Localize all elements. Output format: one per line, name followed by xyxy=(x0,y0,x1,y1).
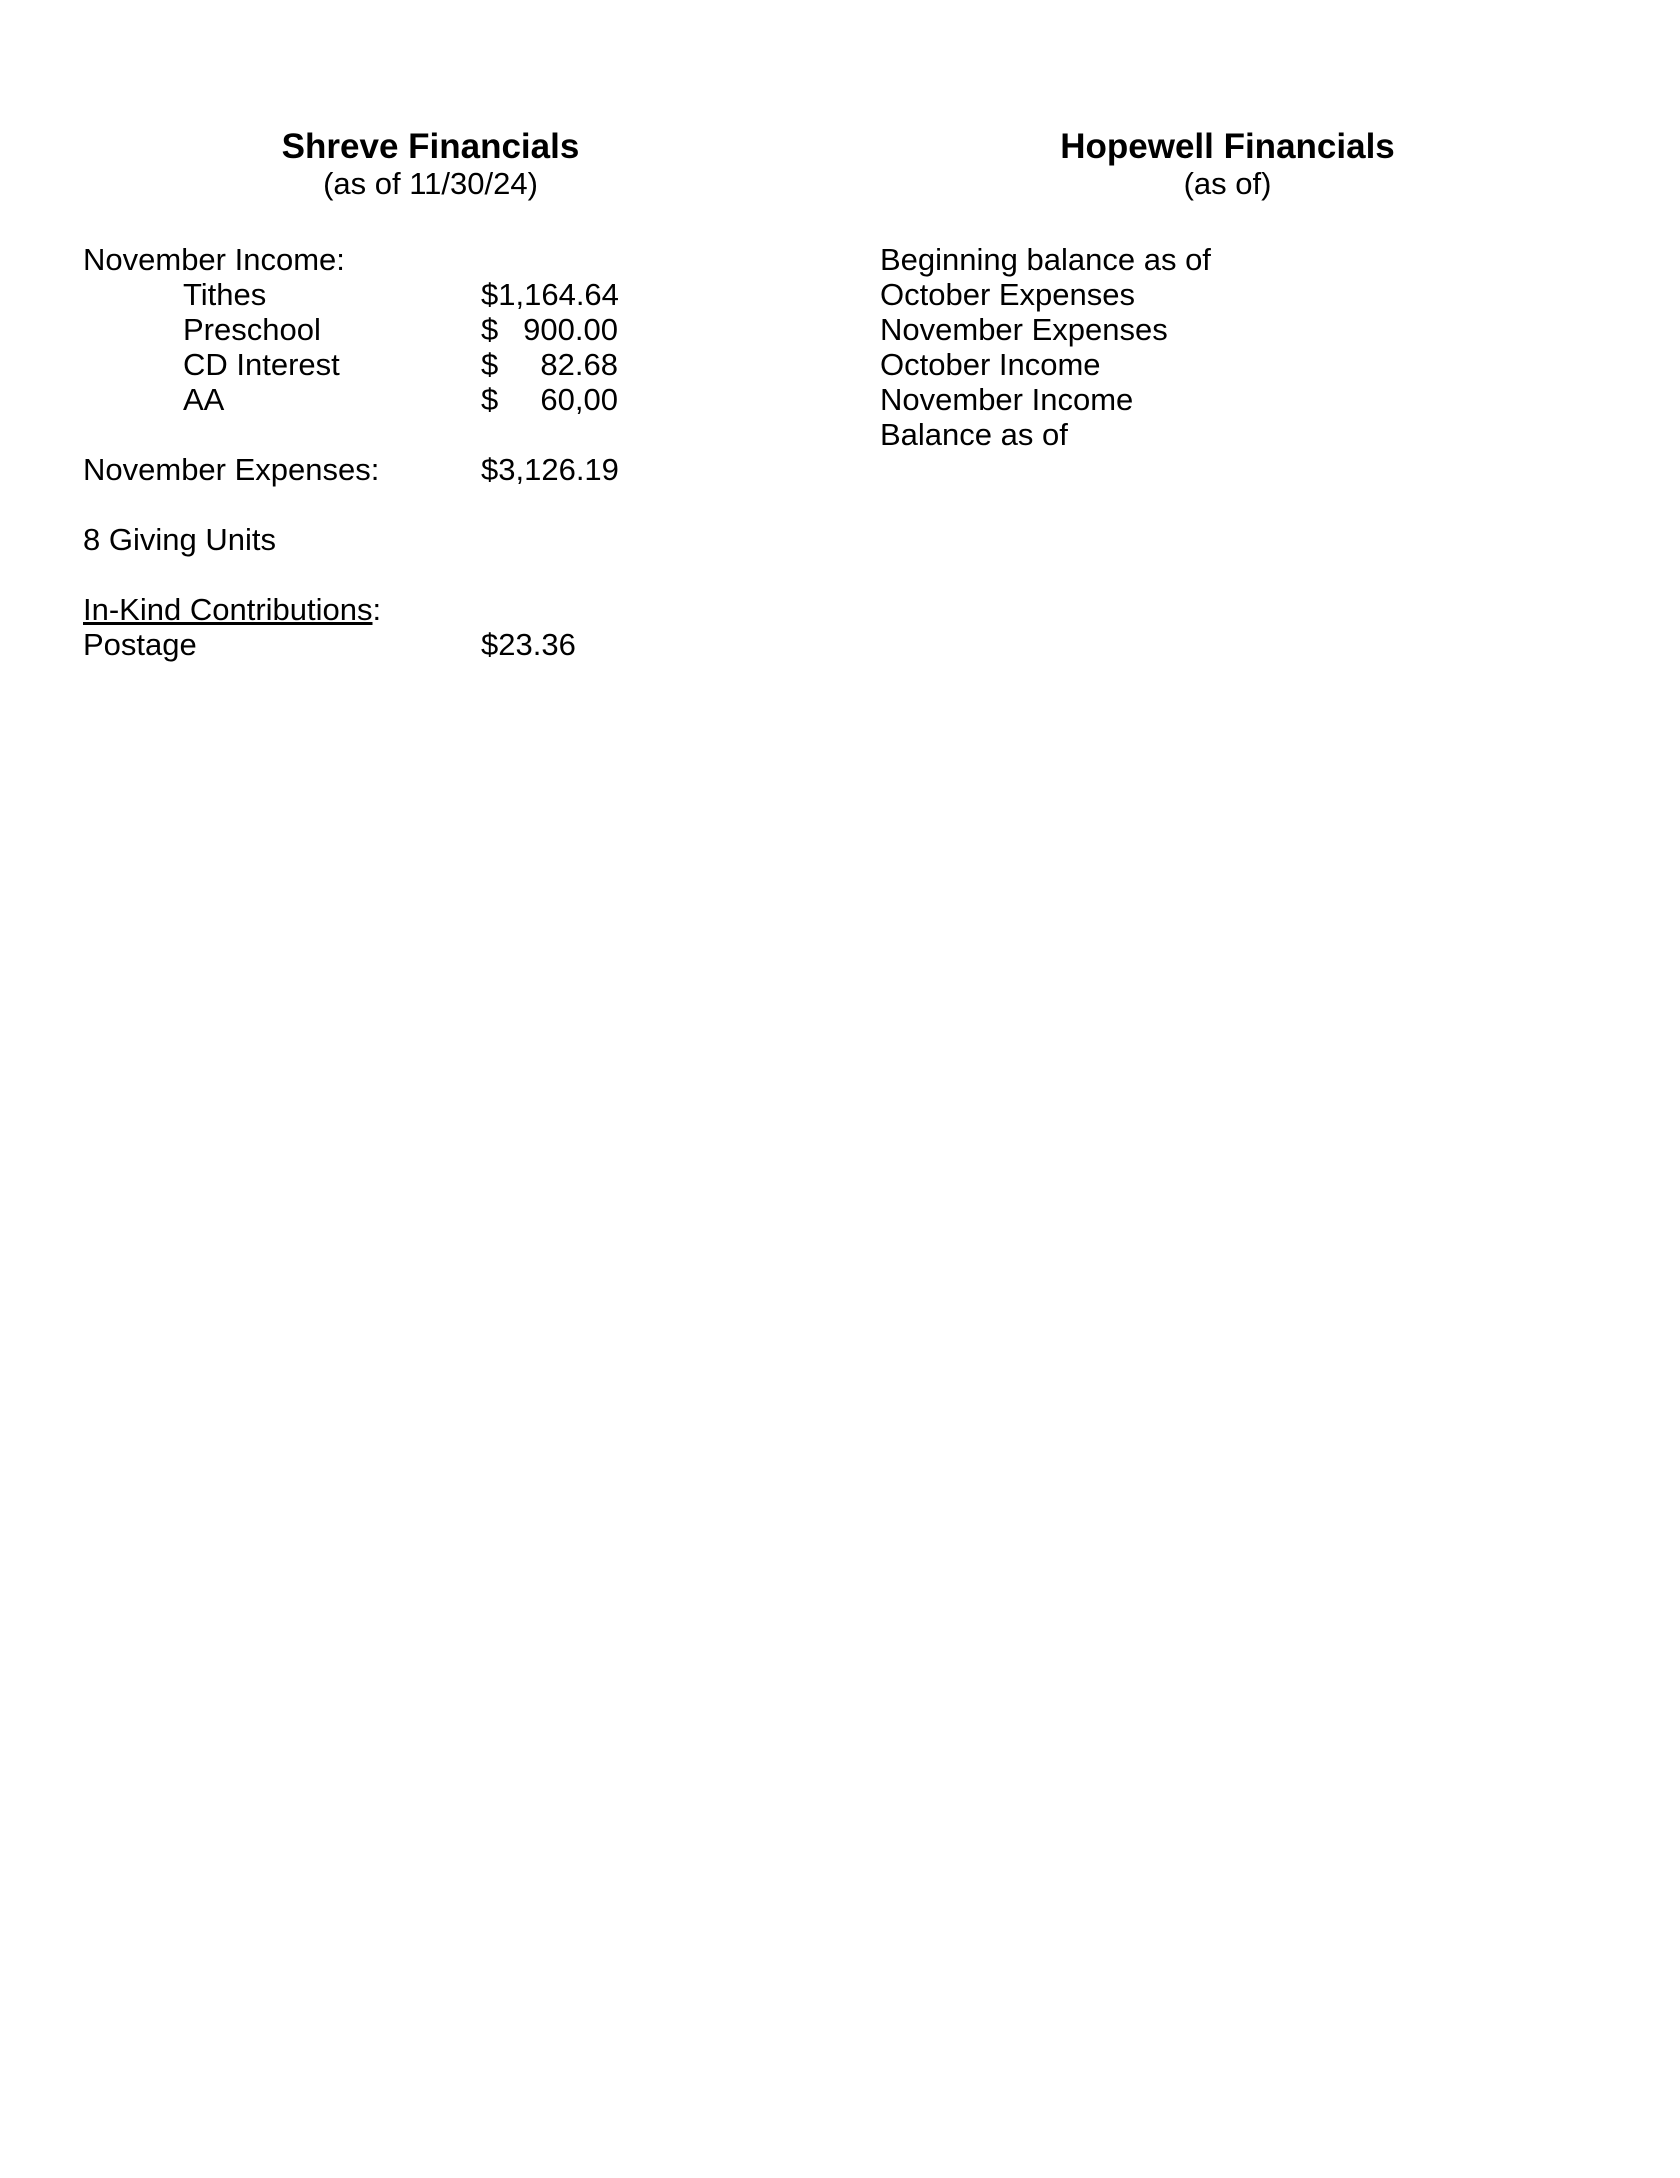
income-currency-preschool: $ xyxy=(481,312,499,347)
hopewell-line-beginning-balance: Beginning balance as of xyxy=(880,242,1211,277)
shreve-subtitle: (as of 11/30/24) xyxy=(323,166,538,201)
inkind-heading: In-Kind Contributions xyxy=(83,592,373,627)
hopewell-line-october-expenses: October Expenses xyxy=(880,277,1136,312)
shreve-title: Shreve Financials xyxy=(281,127,580,166)
expenses-amount: $3,126.19 xyxy=(481,452,619,487)
shreve-header xyxy=(83,128,778,202)
income-amount-aa: 60,00 xyxy=(540,382,618,417)
hopewell-line-balance: Balance as of xyxy=(880,417,1068,452)
expenses-label: November Expenses: xyxy=(83,452,380,487)
income-label-preschool: Preschool xyxy=(183,312,321,347)
hopewell-line-october-income: October Income xyxy=(880,347,1101,382)
income-label-tithes: Tithes xyxy=(183,277,267,312)
hopewell-subtitle: (as of) xyxy=(1183,166,1272,201)
inkind-heading-line xyxy=(83,592,381,627)
inkind-colon: : xyxy=(372,592,382,627)
income-amount-preschool: 900.00 xyxy=(523,312,618,347)
income-amount-tithes: $1,164.64 xyxy=(481,277,619,312)
income-heading: November Income: xyxy=(83,242,345,277)
income-amount-cd-interest: 82.68 xyxy=(540,347,618,382)
income-label-aa: AA xyxy=(183,382,225,417)
income-label-cd-interest: CD Interest xyxy=(183,347,340,382)
income-currency-aa: $ xyxy=(481,382,499,417)
inkind-label-postage: Postage xyxy=(83,627,197,662)
hopewell-line-november-income: November Income xyxy=(880,382,1134,417)
giving-units: 8 Giving Units xyxy=(83,522,276,557)
hopewell-title: Hopewell Financials xyxy=(1060,127,1395,166)
income-currency-cd-interest: $ xyxy=(481,347,499,382)
hopewell-line-november-expenses: November Expenses xyxy=(880,312,1168,347)
hopewell-header xyxy=(880,128,1575,202)
inkind-amount-postage: $23.36 xyxy=(481,627,576,662)
